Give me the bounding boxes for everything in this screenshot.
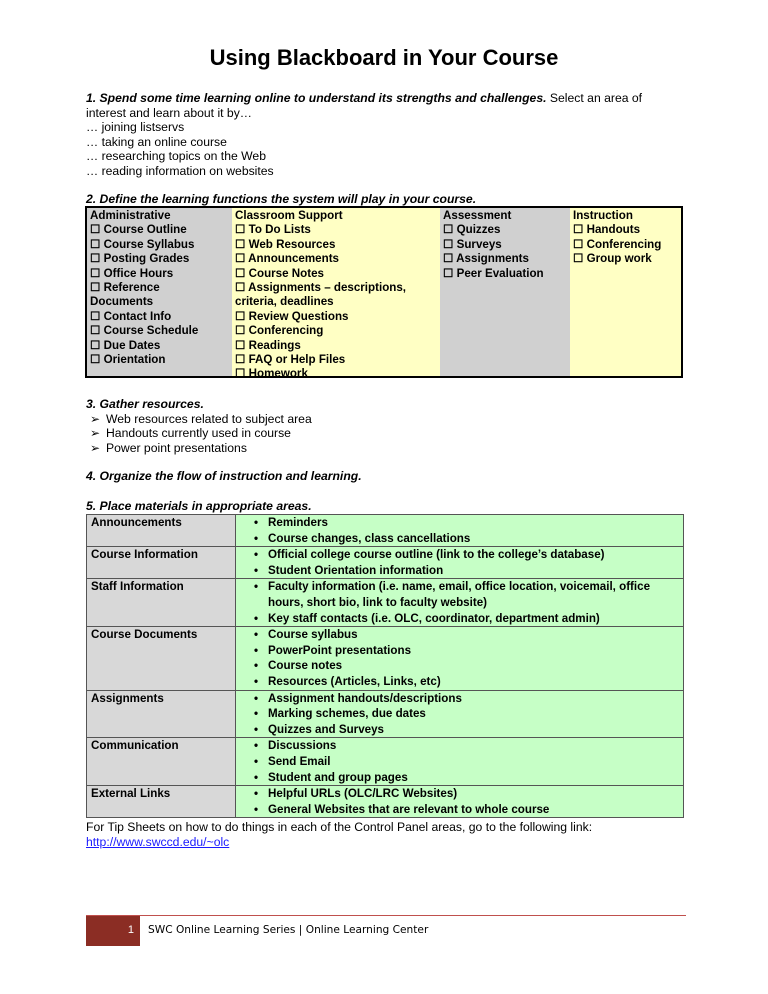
area-item: Helpful URLs (OLC/LRC Websites) — [268, 787, 458, 801]
list-item-text: Web resources related to subject area — [106, 411, 312, 426]
arrow-bullet-icon: ➢ — [90, 426, 101, 440]
table-row — [87, 786, 684, 818]
checkbox-item-continuation: Documents — [90, 295, 154, 309]
bullet-icon: • — [253, 563, 259, 577]
bullet-icon: • — [253, 643, 259, 657]
bullet-icon: • — [253, 787, 259, 801]
area-item: Discussions — [268, 739, 337, 753]
resource-list — [86, 412, 686, 456]
checkbox-item[interactable]: ☐ Orientation — [90, 353, 166, 367]
list-item: … joining listservs — [86, 120, 185, 134]
tip-section — [86, 820, 686, 849]
checkbox-item[interactable]: ☐ Group work — [573, 252, 652, 266]
area-items — [236, 786, 684, 818]
checkbox-item[interactable]: ☐ Course Notes — [235, 266, 324, 280]
checkbox-item[interactable]: ☐ Surveys — [443, 237, 502, 251]
checkbox-item[interactable]: ☐ FAQ or Help Files — [235, 353, 346, 367]
bullet-icon: • — [253, 691, 259, 705]
bullet-icon: • — [253, 628, 259, 642]
checkbox-item[interactable]: ☐ Contact Info — [90, 309, 172, 323]
table-row — [87, 738, 684, 786]
section-1-text-a: Select an area of — [546, 91, 643, 105]
area-item: Faculty information (i.e. name, email, office location, voicemail, office hours, short bio, link to faculty website) — [268, 580, 651, 609]
tip-text: For Tip Sheets on how to do things in each of the Control Panel areas, go to the following link: — [86, 820, 593, 834]
section-1-heading: 1. Spend some time learning online to understand its strengths and challenges. — [86, 91, 547, 105]
checkbox-item[interactable]: ☐ Course Schedule — [90, 324, 199, 338]
checkbox-item[interactable]: ☐ To Do Lists — [235, 223, 311, 237]
area-items — [236, 579, 684, 627]
table-row — [87, 547, 684, 579]
bullet-icon: • — [253, 659, 259, 673]
area-label: Communication — [87, 738, 236, 786]
functions-column-classroom-support — [232, 208, 440, 381]
column-header: Administrative — [90, 209, 171, 222]
list-item — [86, 441, 686, 456]
arrow-bullet-icon: ➢ — [90, 440, 101, 455]
area-item: General Websites that are relevant to whole course — [268, 802, 550, 816]
table-row — [87, 627, 684, 690]
functions-column-administrative — [87, 208, 232, 376]
checkbox-item[interactable]: ☐ Office Hours — [90, 266, 174, 280]
checkbox-item[interactable]: ☐ Readings — [235, 338, 301, 352]
area-item: PowerPoint presentations — [268, 643, 412, 657]
area-item: Official college course outline (link to the college’s database) — [268, 548, 605, 562]
column-header: Instruction — [573, 209, 633, 222]
bullet-icon: • — [253, 754, 259, 768]
page-number: 1 — [86, 916, 140, 946]
bullet-icon: • — [253, 674, 259, 688]
list-item — [86, 426, 686, 441]
list-item-text: Handouts currently used in course — [106, 426, 291, 440]
section-2-heading: 2. Define the learning functions the system will play in your course. — [86, 192, 477, 206]
area-label: Staff Information — [87, 579, 236, 627]
checkbox-item[interactable]: ☐ Posting Grades — [90, 252, 190, 266]
checkbox-item[interactable]: ☐ Handouts — [573, 223, 641, 237]
checkbox-item[interactable]: ☐ Homework — [235, 367, 308, 381]
area-item: Reminders — [268, 516, 328, 529]
functions-table — [85, 206, 683, 381]
list-item-text: Power point presentations — [106, 440, 247, 455]
area-items — [236, 515, 684, 547]
checkbox-item[interactable]: ☐ Course Syllabus — [90, 237, 195, 251]
footer-text: SWC Online Learning Series | Online Learning Center — [148, 924, 429, 936]
area-item: Student and group pages — [268, 770, 408, 784]
table-row — [87, 515, 684, 547]
areas-table — [86, 514, 684, 818]
bullet-icon: • — [253, 548, 259, 562]
column-header: Assessment — [443, 209, 512, 222]
table-row — [87, 579, 684, 627]
bullet-icon: • — [253, 580, 259, 594]
bullet-icon: • — [253, 707, 259, 721]
functions-column-instruction — [570, 208, 681, 376]
area-item: Resources (Articles, Links, etc) — [268, 674, 441, 688]
bullet-icon: • — [253, 722, 259, 736]
area-item: Student Orientation information — [268, 563, 444, 577]
olc-link[interactable]: http://www.swccd.edu/~olc — [86, 834, 230, 849]
checkbox-item[interactable]: ☐ Review Questions — [235, 309, 349, 323]
checkbox-item-continuation: criteria, deadlines — [235, 295, 334, 309]
area-items — [236, 738, 684, 786]
area-items — [236, 690, 684, 738]
bullet-icon: • — [253, 516, 259, 529]
checkbox-item[interactable]: ☐ Conferencing — [573, 237, 662, 251]
bullet-icon: • — [253, 739, 259, 753]
checkbox-item[interactable]: ☐ Assignments — [443, 252, 529, 266]
list-item: … taking an online course — [86, 134, 227, 149]
area-items — [236, 627, 684, 690]
checkbox-item[interactable]: ☐ Quizzes — [443, 223, 501, 237]
section-1-text-b: interest and learn about it by… — [86, 105, 252, 120]
area-item: Assignment handouts/descriptions — [268, 691, 462, 705]
section-3 — [86, 397, 686, 455]
area-item: Send Email — [268, 754, 331, 768]
checkbox-item[interactable]: ☐ Conferencing — [235, 324, 324, 338]
area-item: Quizzes and Surveys — [268, 722, 384, 736]
column-header: Classroom Support — [235, 209, 343, 222]
area-item: Course notes — [268, 659, 343, 673]
section-4-heading: 4. Organize the flow of instruction and learning. — [86, 469, 362, 483]
area-label: Announcements — [87, 515, 236, 547]
list-item: … researching topics on the Web — [86, 149, 266, 163]
checkbox-item[interactable]: ☐ Course Outline — [90, 223, 187, 237]
bullet-icon: • — [253, 802, 259, 816]
bullet-icon: • — [253, 611, 259, 625]
area-items — [236, 547, 684, 579]
area-item: Marking schemes, due dates — [268, 707, 426, 721]
footer-divider — [86, 915, 686, 916]
checkbox-item[interactable]: ☐ Due Dates — [90, 338, 161, 352]
checkbox-item[interactable]: ☐ Web Resources — [235, 237, 336, 251]
area-item: Key staff contacts (i.e. OLC, coordinator, department admin) — [268, 611, 600, 625]
checkbox-item[interactable]: ☐ Announcements — [235, 252, 340, 266]
area-label: External Links — [87, 786, 236, 818]
table-row — [87, 690, 684, 738]
arrow-bullet-icon: ➢ — [90, 411, 101, 426]
area-label: Course Information — [87, 547, 236, 579]
section-5-heading: 5. Place materials in appropriate areas. — [86, 499, 312, 513]
functions-column-assessment — [440, 208, 570, 376]
area-item: Course changes, class cancellations — [268, 531, 471, 545]
bullet-icon: • — [253, 531, 259, 545]
list-item: … reading information on websites — [86, 163, 274, 178]
section-1 — [86, 91, 686, 178]
checkbox-item[interactable]: ☐ Peer Evaluation — [443, 266, 544, 280]
area-label: Course Documents — [87, 627, 236, 690]
page-title: Using Blackboard in Your Course — [209, 45, 559, 70]
section-3-heading: 3. Gather resources. — [86, 397, 204, 411]
area-item: Course syllabus — [268, 628, 358, 642]
bullet-icon: • — [253, 770, 259, 784]
area-label: Assignments — [87, 690, 236, 738]
list-item — [86, 412, 686, 427]
checkbox-item[interactable]: ☐ Reference — [90, 281, 160, 295]
checkbox-item[interactable]: ☐ Assignments – descriptions, — [235, 281, 407, 295]
